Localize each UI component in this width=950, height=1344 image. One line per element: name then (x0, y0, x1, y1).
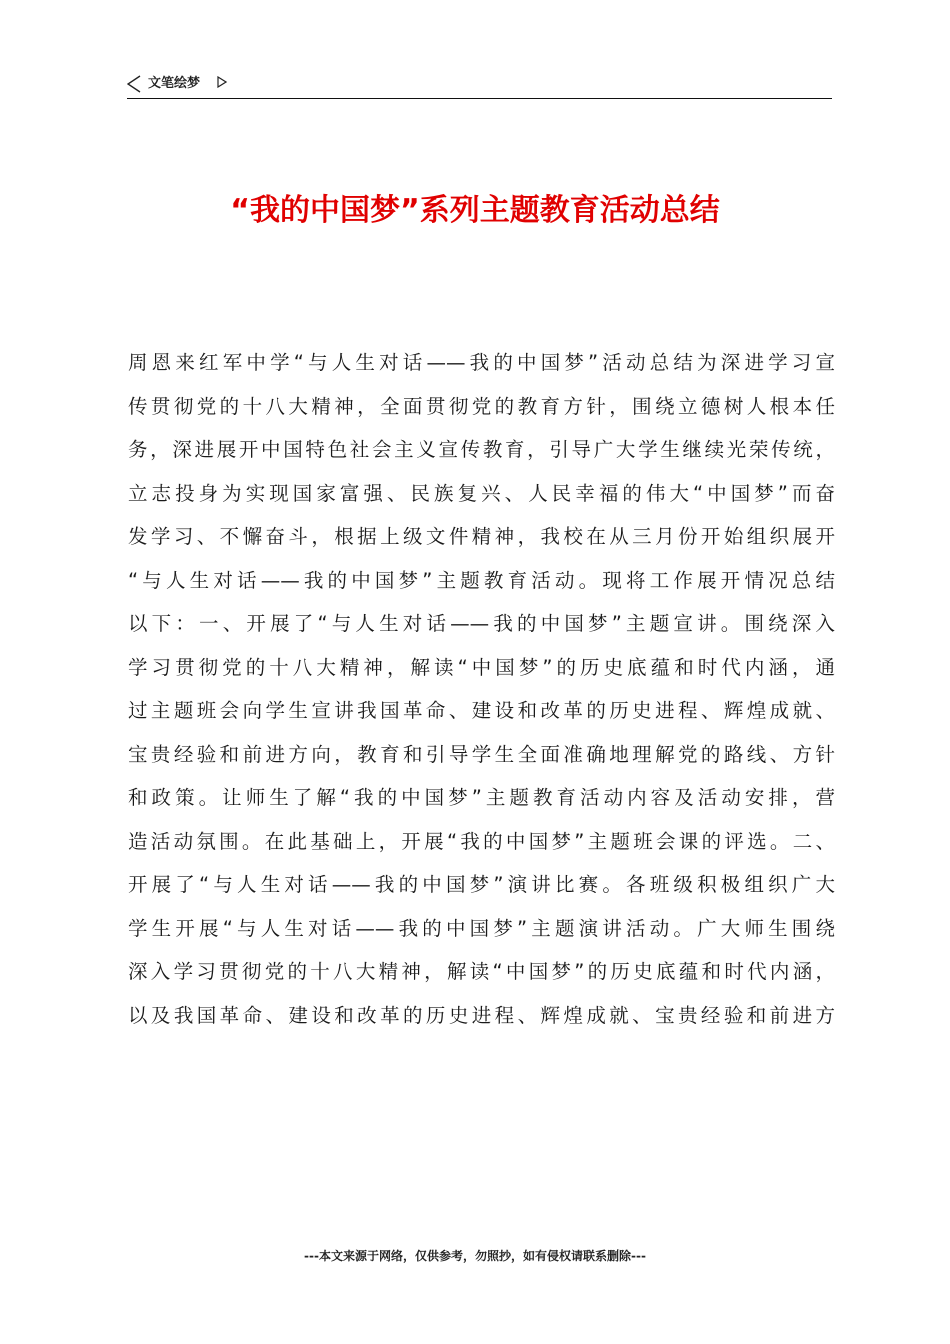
body-line: 立志投身为实现国家富强、民族复兴、人民幸福的伟大“中国梦”而奋 (128, 481, 835, 505)
body-line: 学习贯彻党的十八大精神，解读“中国梦”的历史底蕴和时代内涵，通 (128, 655, 835, 679)
body-line: 周恩来红军中学“与人生对话——我的中国梦”活动总结为深进学习宣 (128, 351, 835, 374)
body-line: 过主题班会向学生宣讲我国革命、建设和改革的历史进程、辉煌成就、 (128, 699, 835, 722)
body-line: “与人生对话——我的中国梦”主题教育活动。现将工作展开情况总结 (128, 568, 835, 592)
right-triangle-icon (217, 76, 227, 88)
document-body (128, 348, 835, 1044)
body-line: 宝贵经验和前进方向，教育和引导学生全面准确地理解党的路线、方针 (128, 742, 835, 766)
body-line: 和政策。让师生了解“我的中国梦”主题教育活动内容及活动安排，营 (128, 786, 835, 809)
body-line: 以及我国革命、建设和改革的历史进程、辉煌成就、宝贵经验和前进方 (128, 1003, 835, 1027)
footer-notice: ---本文来源于网络，仅供参考，勿照抄，如有侵权请联系删除--- (304, 1249, 646, 1263)
page-header (127, 72, 832, 99)
header-brand: 文笔绘梦 (148, 76, 201, 91)
body-line: 发学习、不懈奋斗，根据上级文件精神，我校在从三月份开始组织展开 (128, 525, 835, 548)
document-title: “我的中国梦”系列主题教育活动总结 (230, 193, 720, 228)
body-line: 传贯彻党的十八大精神，全面贯彻党的教育方针，围绕立德树人根本任 (128, 394, 835, 418)
body-line: 务，深进展开中国特色社会主义宣传教育，引导广大学生继续光荣传统， (128, 438, 835, 461)
body-line: 深入学习贯彻党的十八大精神，解读“中国梦”的历史底蕴和时代内涵， (128, 960, 835, 983)
body-line: 开展了“与人生对话——我的中国梦”演讲比赛。各班级积极组织广大 (128, 873, 835, 896)
body-line: 以下：一、开展了“与人生对话——我的中国梦”主题宣讲。围绕深入 (128, 612, 835, 635)
body-line: 造活动氛围。在此基础上，开展“我的中国梦”主题班会课的评选。二、 (128, 829, 835, 853)
left-triangle-icon (127, 75, 141, 93)
body-line: 学生开展“与人生对话——我的中国梦”主题演讲活动。广大师生围绕 (128, 916, 835, 940)
